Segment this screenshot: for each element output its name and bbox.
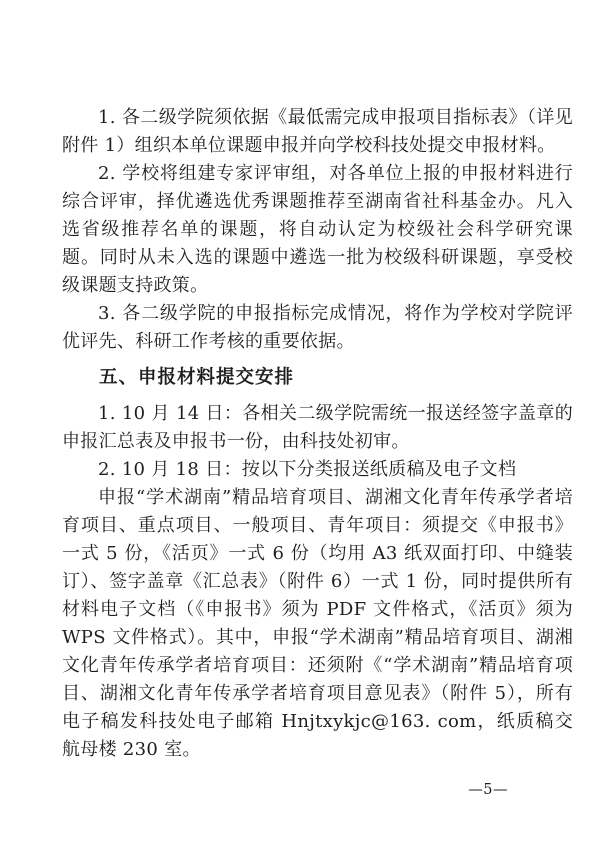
page-number: —5— (468, 782, 508, 798)
paragraph-3: 3. 各二级学院的申报指标完成情况，将作为学校对学院评优评先、科研工作考核的重要依据。 (62, 303, 573, 352)
paragraph-2: 2. 学校将组建专家评审组，对各单位上报的申报材料进行综合评审，择优遴选优秀课题推荐至湖南省社科基金办。凡入选省级推荐名单的课题，将自动认定为校级社会科学研究课题。同时从未入选的课题中遴选一批为校级科研课题，享受校级课题支持政策。 (62, 163, 573, 296)
section-heading: 五、申报材料提交安排 (99, 367, 295, 388)
paragraph-6: 申报“学术湖南”精品培育项目、湖湘文化青年传承学者培育项目、重点项目、一般项目、青年项目：须提交《申报书》一式 5 份，《活页》一式 6 份（均用 A3 纸双面打印、中缝装订）、签字盖章《汇总表》（附件 6）一式 1 份，同时提供所有材料电子文档（《申报书》须为 PDF 文件格式，《活页》须为 WPS 文件格式）。其中，申报“学术湖南”精品培育项目、湖湘文化青年传承学者培育项目：还须附《“学术湖南”精品培育项目、湖湘文化青年传承学者培育项目意见表》（附件 5），所有电子稿发科技处电子邮箱 Hnjtxykjc@163. com，纸质稿交航母楼 230 室。 (62, 487, 573, 760)
document-body (62, 104, 573, 764)
paragraph-5: 2. 10 月 18 日：按以下分类报送纸质稿及电子文档 (98, 459, 517, 480)
paragraph-4: 1. 10 月 14 日：各相关二级学院需统一报送经签字盖章的申报汇总表及申报书一份，由科技处初审。 (62, 403, 573, 452)
paragraph-1: 1. 各二级学院须依据《最低需完成申报项目指标表》（详见附件 1）组织本单位课题申报并向学校科技处提交申报材料。 (62, 107, 573, 156)
